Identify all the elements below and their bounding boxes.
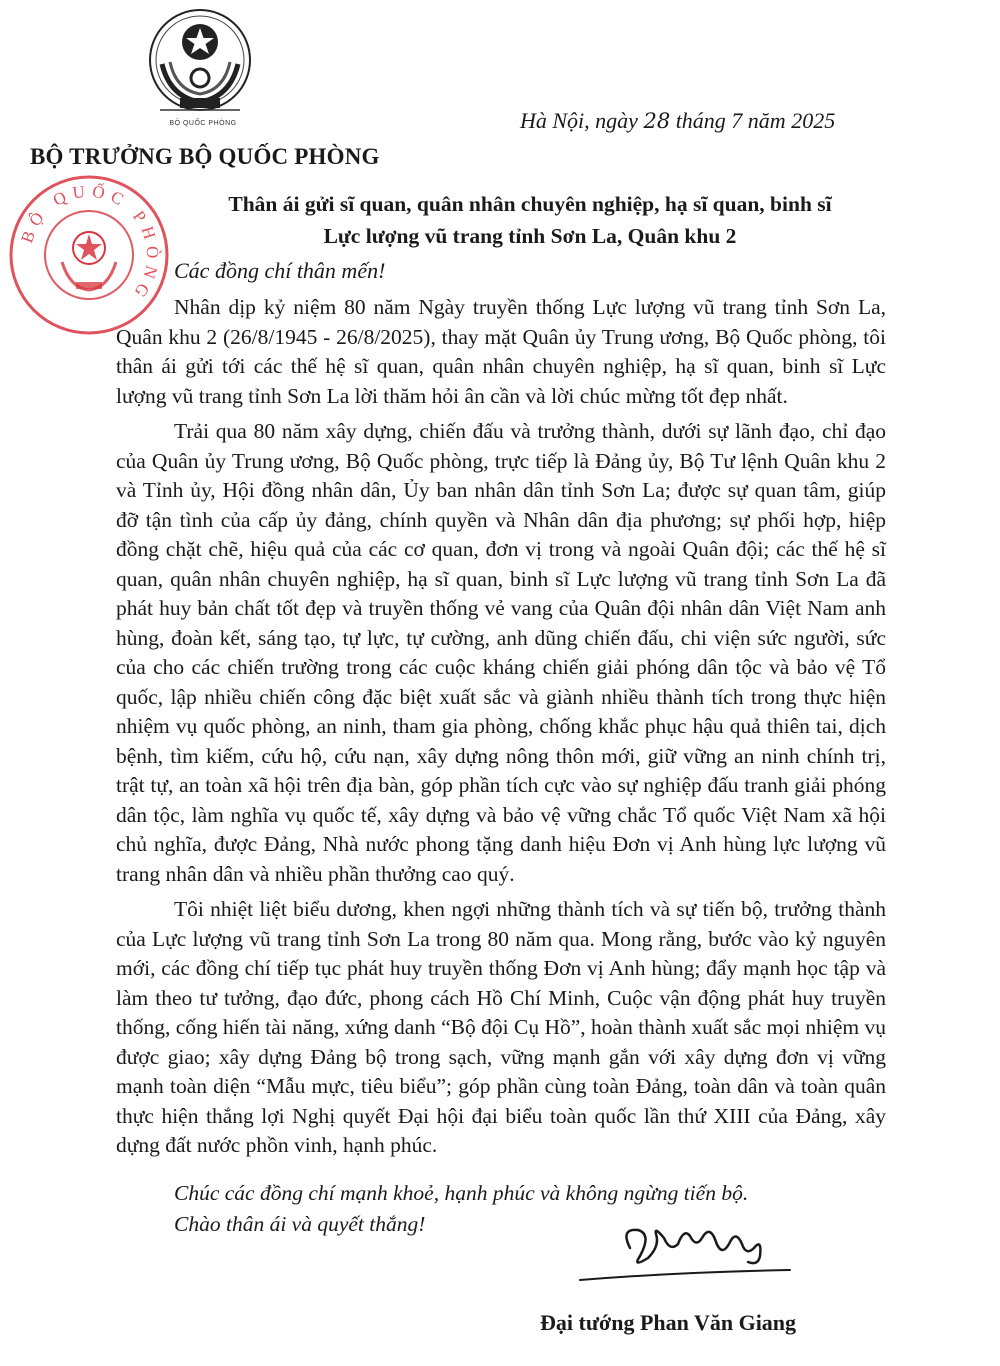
closing-line-2: Chào thân ái và quyết thắng!: [174, 1212, 426, 1236]
date-suffix: tháng 7 năm 2025: [675, 108, 836, 133]
date-line: [520, 108, 940, 134]
body-paragraph-1: Nhân dịp kỷ niệm 80 năm Ngày truyền thống Lực lượng vũ trang tỉnh Sơn La, Quân khu 2 (26/8/1945 - 26/8/2025), thay mặt Quân ủy Trung ương, Bộ Quốc phòng, tôi thân ái gửi tới các thế hệ sĩ quan, quân nhân chuyên nghiệp, hạ sĩ quan, binh sĩ Lực lượng vũ trang tỉnh Sơn La lời thăm hỏi ân cần và lời chúc mừng tốt đẹp nhất.: [116, 295, 886, 408]
issuer-title: BỘ TRƯỞNG BỘ QUỐC PHÒNG: [30, 144, 380, 169]
emblem-icon: [140, 2, 260, 128]
closing-line-1: Chúc các đồng chí mạnh khoẻ, hạnh phúc và không ngừng tiến bộ.: [174, 1181, 749, 1205]
svg-text:BỘ QUỐC PHÒNG: BỘ QUỐC PHÒNG: [17, 181, 163, 306]
letter-body: [116, 293, 886, 1167]
signature-icon: [560, 1208, 840, 1298]
handwritten-signature: [560, 1208, 840, 1298]
body-paragraph-2: Trải qua 80 năm xây dựng, chiến đấu và trưởng thành, dưới sự lãnh đạo, chỉ đạo của Quân ủy Trung ương, Bộ Quốc phòng, trực tiếp là Đảng ủy, Bộ Tư lệnh Quân khu 2 và Tỉnh ủy, Hội đồng nhân dân, Ủy ban nhân dân tỉnh Sơn La; được sự quan tâm, giúp đỡ tận tình của cấp ủy đảng, chính quyền và Nhân dân địa phương; sự phối hợp, hiệp đồng chặt chẽ, hiệu quả của các cơ quan, đơn vị trong và ngoài Quân đội; các thế hệ sĩ quan, quân nhân chuyên nghiệp, hạ sĩ quan, binh sĩ Lực lượng vũ trang tỉnh Sơn La đã phát huy bản chất tốt đẹp và truyền thống vẻ vang của Quân đội nhân dân Việt Nam anh hùng, đoàn kết, sáng tạo, tự lực, tự cường, anh dũng chiến đấu, chi viện sức người, sức của cho các chiến trường trong các cuộc kháng chiến giải phóng dân tộc và bảo vệ Tổ quốc, lập nhiều chiến công đặc biệt xuất sắc và giành nhiều thành tích trong thực hiện nhiệm vụ quốc phòng, an ninh, tham gia phòng, chống khắc phục hậu quả thiên tai, dịch bệnh, tìm kiếm, cứu hộ, cứu nạn, xây dựng nông thôn mới, giữ vững an ninh chính trị, trật tự, an toàn xã hội trên địa bàn, góp phần tích cực vào sự nghiệp đấu tranh giải phóng dân tộc, làm nghĩa vụ quốc tế, xây dựng và bảo vệ vững chắc Tổ quốc Việt Nam xã hội chủ nghĩa, được Đảng, Nhà nước phong tặng danh hiệu Đơn vị Anh hùng lực lượng vũ trang nhân dân và nhiều phần thưởng cao quý.: [116, 419, 886, 886]
date-day: 28: [643, 109, 671, 133]
date-prefix: Hà Nội, ngày: [520, 108, 638, 133]
body-paragraph-3: Tôi nhiệt liệt biểu dương, khen ngợi những thành tích và sự tiến bộ, trưởng thành của Lực lượng vũ trang tỉnh Sơn La trong 80 năm qua. Mong rằng, bước vào kỷ nguyên mới, các đồng chí tiếp tục phát huy truyền thống Đơn vị Anh hùng; đẩy mạnh học tập và làm theo tư tưởng, đạo đức, phong cách Hồ Chí Minh, Cuộc vận động phát huy truyền thống, cống hiến tài năng, xứng danh “Bộ đội Cụ Hồ”, hoàn thành xuất sắc mọi nhiệm vụ được giao; xây dựng Đảng bộ trong sạch, vững mạnh gắn với xây dựng đơn vị vững mạnh toàn diện “Mẫu mực, tiêu biểu”; góp phần cùng toàn Đảng, toàn dân và toàn quân thực hiện thắng lợi Nghị quyết Đại hội đại biểu toàn quốc lần thứ XIII của Đảng, xây dựng đất nước phồn vinh, hạnh phúc.: [116, 897, 886, 1157]
greeting: Các đồng chí thân mến!: [174, 258, 386, 283]
recipient-line-1: Thân ái gửi sĩ quan, quân nhân chuyên nghiệp, hạ sĩ quan, binh sĩ: [228, 192, 832, 216]
emblem-caption: BỘ QUỐC PHÒNG: [169, 120, 237, 127]
recipient-heading: [150, 188, 910, 252]
signer-name: Đại tướng Phan Văn Giang: [540, 1310, 797, 1335]
recipient-line-2: Lực lượng vũ trang tỉnh Sơn La, Quân khu 2: [323, 224, 737, 248]
national-emblem: [140, 2, 260, 128]
